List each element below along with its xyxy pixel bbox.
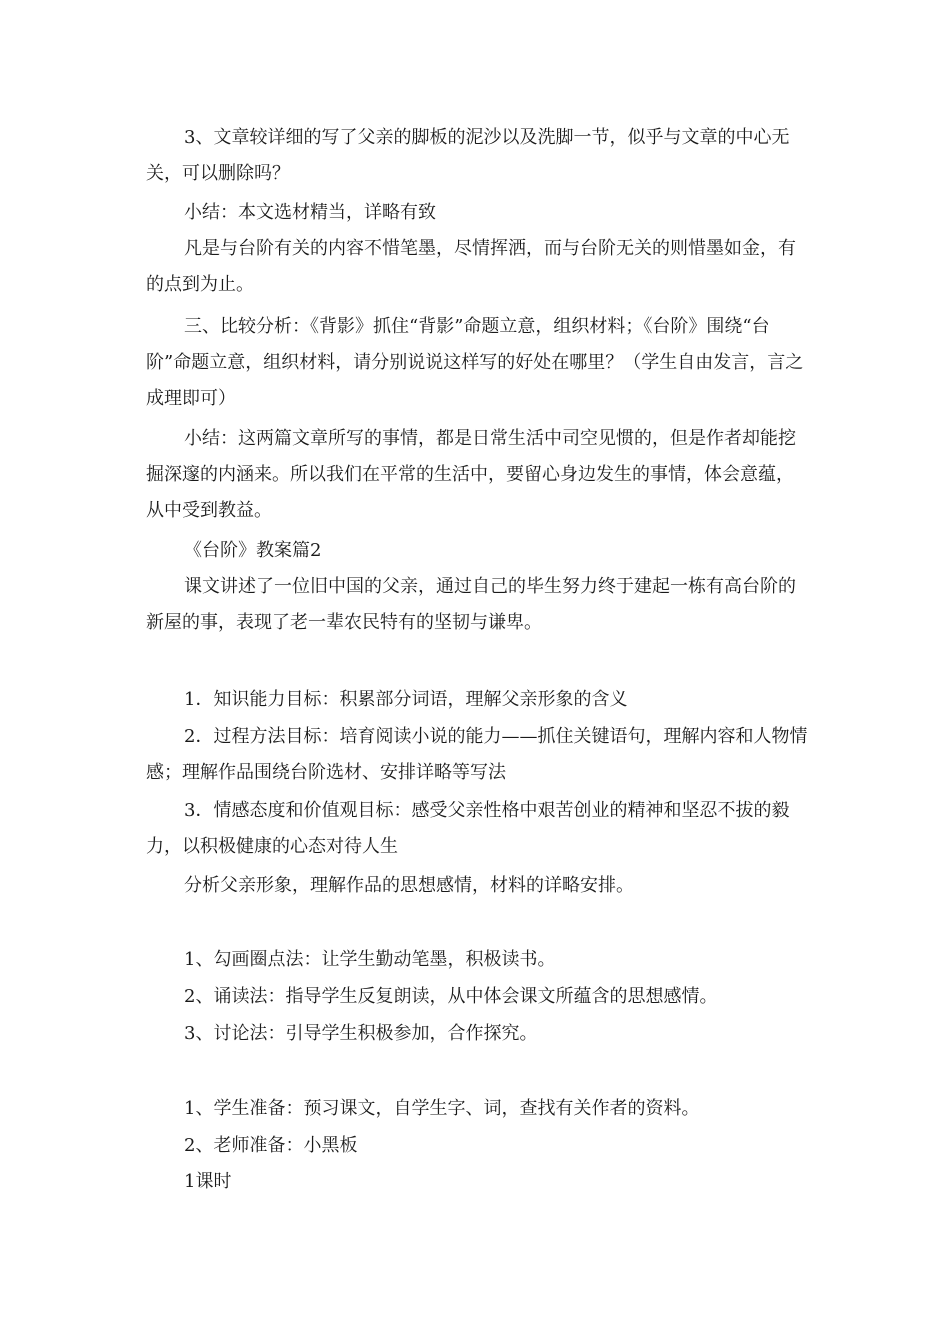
prep-teacher: 2、老师准备：小黑板: [184, 1135, 358, 1156]
method-annotate: 1、勾画圈点法：让学生勤动笔墨，积极读书。: [184, 949, 556, 970]
paragraph-summary-1: 小结：本文选材精当，详略有致: [184, 202, 436, 223]
paragraph-question-3: 3、文章较详细的写了父亲的脚板的泥沙以及洗脚一节，似乎与文章的中心无关，可以删除吗？: [146, 127, 790, 184]
method-discussion: 3、讨论法：引导学生积极参加，合作探究。: [184, 1023, 538, 1044]
paragraph-comparison: 三、比较分析：《背影》抓住“背影”命题立意，组织材料；《台阶》围绕“台阶”命题立意，组织材料，请分别说说这样写的好处在哪里？（学生自由发言，言之成理即可）: [146, 316, 804, 409]
paragraph-detail: 凡是与台阶有关的内容不惜笔墨，尽情挥洒，而与台阶无关的则惜墨如金，有的点到为止。: [146, 238, 796, 295]
paragraph-key-points: 分析父亲形象，理解作品的思想感情，材料的详略安排。: [184, 875, 634, 896]
prep-students: 1、学生准备：预习课文，自学生字、词，查找有关作者的资料。: [184, 1098, 700, 1119]
method-reading: 2、诵读法：指导学生反复朗读，从中体会课文所蕴含的思想感情。: [184, 986, 718, 1007]
section-heading: 《台阶》教案篇2: [184, 540, 322, 561]
objective-knowledge: 1．知识能力目标：积累部分词语，理解父亲形象的含义: [184, 689, 628, 710]
objective-emotion: 3．情感态度和价值观目标：感受父亲性格中艰苦创业的精神和坚忍不拔的毅力，以积极健康的心态对待人生: [146, 800, 790, 857]
class-hours: 1课时: [184, 1171, 232, 1192]
paragraph-summary-2: 小结：这两篇文章所写的事情，都是日常生活中司空见惯的，但是作者却能挖掘深邃的内涵来。所以我们在平常的生活中，要留心身边发生的事情，体会意蕴，从中受到教益。: [146, 428, 796, 521]
objective-process: 2．过程方法目标：培育阅读小说的能力——抓住关键语句，理解内容和人物情感；理解作品围绕台阶选材、安排详略等写法: [146, 726, 808, 783]
paragraph-intro: 课文讲述了一位旧中国的父亲，通过自己的毕生努力终于建起一栋有高台阶的新屋的事，表现了老一辈农民特有的坚韧与谦卑。: [146, 576, 796, 633]
